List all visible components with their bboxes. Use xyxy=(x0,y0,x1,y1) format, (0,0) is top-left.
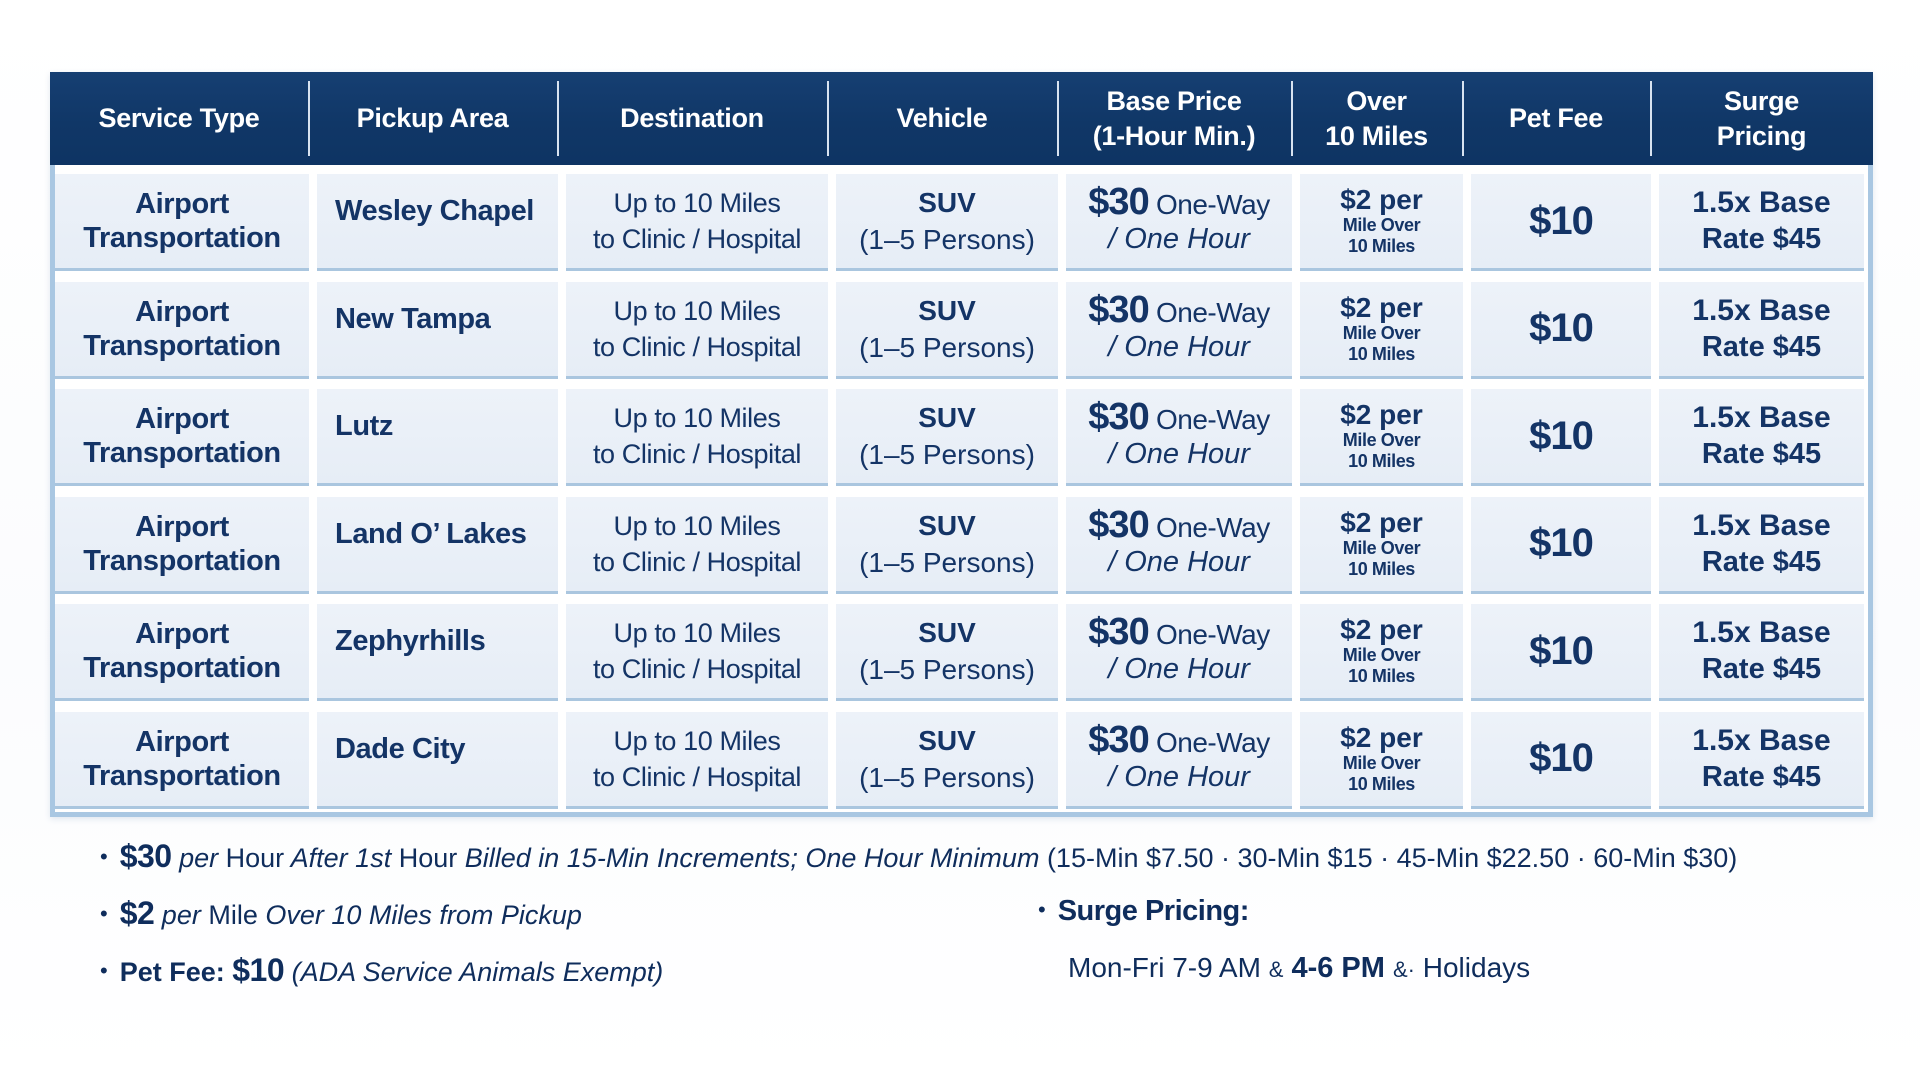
mileage-per: per xyxy=(1371,399,1423,431)
note-text: per xyxy=(154,900,209,930)
cell-base-price xyxy=(1066,174,1292,271)
header-label: Vehicle xyxy=(896,103,988,133)
cell-service-type xyxy=(55,174,309,271)
service-type-line1: Airport xyxy=(135,295,229,328)
note-text: After 1st xyxy=(284,843,399,873)
note-surge-times xyxy=(1068,952,1530,985)
mileage-rate: $2 xyxy=(1340,721,1372,753)
cell-vehicle xyxy=(836,282,1058,379)
base-price-oneway: One-Way xyxy=(1148,404,1270,436)
cell-destination xyxy=(566,174,828,271)
mileage-per: per xyxy=(1371,184,1423,215)
cell-base-price xyxy=(1066,712,1292,809)
mileage-note: Mile Over 10 Miles xyxy=(1342,215,1421,256)
cell-surge-pricing xyxy=(1659,497,1864,594)
cell-pet-fee xyxy=(1471,389,1651,486)
cell-pickup-area xyxy=(317,497,558,594)
cell-over-10-miles xyxy=(1300,604,1463,701)
pet-fee-label: Pet Fee: xyxy=(119,957,233,987)
cell-pickup-area xyxy=(317,389,558,486)
header-vehicle xyxy=(827,72,1057,165)
surge-holidays: Holidays xyxy=(1414,952,1531,983)
destination-line1: Up to 10 Miles xyxy=(613,295,781,326)
cell-pet-fee xyxy=(1471,497,1651,594)
pickup-area: New Tampa xyxy=(335,302,491,335)
vehicle-capacity: (1–5 Persons) xyxy=(859,761,1035,793)
note-text: Billed in 15-Min Increments; One Hour Minimum xyxy=(457,843,1047,873)
mileage-per: per xyxy=(1371,614,1423,646)
mileage-per: per xyxy=(1371,506,1423,538)
surge-time-am: Mon-Fri 7-9 AM xyxy=(1068,952,1269,983)
vehicle-type: SUV xyxy=(918,187,976,218)
surge-label: Surge Pricing: xyxy=(1057,895,1249,927)
surge-multiplier: 1.5x Base xyxy=(1692,186,1831,219)
destination-line1: Up to 10 Miles xyxy=(613,725,781,756)
base-price-unit: / One Hour xyxy=(1108,760,1250,793)
ampersand: &· xyxy=(1392,957,1415,982)
mileage-per: per xyxy=(1371,721,1423,753)
cell-vehicle xyxy=(836,497,1058,594)
header-service-type xyxy=(50,72,308,165)
destination-line1: Up to 10 Miles xyxy=(613,510,781,541)
mileage-per: per xyxy=(1371,291,1423,323)
destination-line2: to Clinic / Hospital xyxy=(592,654,802,685)
cell-pickup-area xyxy=(317,604,558,701)
base-price-amount: $30 xyxy=(1088,288,1149,331)
pickup-area: Wesley Chapel xyxy=(335,195,534,227)
surge-rate: Rate $45 xyxy=(1701,760,1822,793)
bullet-icon: • xyxy=(100,901,108,926)
header-sublabel: Pricing xyxy=(1716,120,1807,151)
surge-rate: Rate $45 xyxy=(1701,330,1822,363)
service-type-line2: Transportation xyxy=(83,652,281,685)
note-mileage xyxy=(100,895,582,932)
cell-base-price xyxy=(1066,282,1292,379)
base-price-oneway: One-Way xyxy=(1148,726,1270,758)
table-row xyxy=(55,282,1868,379)
cell-destination xyxy=(566,389,828,486)
service-type-line2: Transportation xyxy=(83,544,281,577)
base-price-unit: / One Hour xyxy=(1108,545,1250,578)
pickup-area: Lutz xyxy=(335,410,393,443)
cell-over-10-miles xyxy=(1300,174,1463,271)
surge-time-pm: 4-6 PM xyxy=(1283,952,1393,984)
mileage-rate: $2 xyxy=(1340,399,1372,431)
service-type-line2: Transportation xyxy=(83,759,281,792)
header-over-10-miles xyxy=(1291,72,1462,165)
bullet-icon: • xyxy=(100,958,108,983)
cell-service-type xyxy=(55,389,309,486)
mileage-amount: $2 xyxy=(119,895,155,931)
header-sublabel: 10 Miles xyxy=(1325,120,1428,151)
pickup-area: Land O’ Lakes xyxy=(335,517,527,550)
cell-surge-pricing xyxy=(1659,174,1864,271)
service-type-line1: Airport xyxy=(135,725,229,758)
note-surge-label xyxy=(1038,895,1249,928)
base-price-unit: / One Hour xyxy=(1108,438,1250,471)
mileage-rate: $2 xyxy=(1340,184,1372,215)
note-text: Hour xyxy=(398,843,458,873)
hourly-amount: $30 xyxy=(119,838,172,874)
pricing-table xyxy=(50,72,1873,817)
table-row xyxy=(55,604,1868,701)
pet-fee: $10 xyxy=(1529,521,1593,566)
destination-line2: to Clinic / Hospital xyxy=(592,761,802,792)
cell-service-type xyxy=(55,282,309,379)
surge-multiplier: 1.5x Base xyxy=(1692,401,1831,435)
cell-vehicle xyxy=(836,389,1058,486)
header-label: Service Type xyxy=(98,103,260,133)
cell-over-10-miles xyxy=(1300,712,1463,809)
note-pet-fee xyxy=(100,952,663,989)
header-label: Base Price xyxy=(1106,85,1242,116)
cell-service-type xyxy=(55,712,309,809)
vehicle-capacity: (1–5 Persons) xyxy=(859,439,1035,471)
vehicle-type: SUV xyxy=(918,294,976,326)
mileage-note: Mile Over 10 Miles xyxy=(1342,537,1421,579)
note-text: per xyxy=(171,843,226,873)
cell-vehicle xyxy=(836,604,1058,701)
cell-base-price xyxy=(1066,604,1292,701)
ampersand: & xyxy=(1268,957,1284,982)
mileage-rate: $2 xyxy=(1340,291,1372,323)
surge-multiplier: 1.5x Base xyxy=(1692,293,1831,327)
bullet-icon: • xyxy=(1038,897,1046,922)
pet-fee: $10 xyxy=(1529,736,1593,781)
vehicle-capacity: (1–5 Persons) xyxy=(859,546,1035,578)
cell-pickup-area xyxy=(317,712,558,809)
cell-destination xyxy=(566,497,828,594)
vehicle-capacity: (1–5 Persons) xyxy=(859,331,1035,363)
vehicle-capacity: (1–5 Persons) xyxy=(859,224,1035,255)
base-price-unit: / One Hour xyxy=(1108,223,1250,255)
note-text: Over 10 Miles from Pickup xyxy=(257,900,582,930)
mileage-note: Mile Over 10 Miles xyxy=(1342,752,1421,794)
hourly-breakdown: (15-Min $7.50 · 30-Min $15 · 45-Min $22.50 · 60-Min $30) xyxy=(1046,843,1738,873)
cell-pickup-area xyxy=(317,174,558,271)
mileage-rate: $2 xyxy=(1340,506,1372,538)
cell-over-10-miles xyxy=(1300,389,1463,486)
destination-line2: to Clinic / Hospital xyxy=(592,546,802,577)
table-row xyxy=(55,497,1868,594)
cell-vehicle xyxy=(836,174,1058,271)
cell-surge-pricing xyxy=(1659,282,1864,379)
mileage-note: Mile Over 10 Miles xyxy=(1342,322,1421,364)
table-row xyxy=(55,712,1868,809)
cell-surge-pricing xyxy=(1659,712,1864,809)
pet-fee: $10 xyxy=(1529,198,1593,243)
base-price-oneway: One-Way xyxy=(1148,296,1270,328)
service-type-line1: Airport xyxy=(135,618,229,651)
cell-surge-pricing xyxy=(1659,604,1864,701)
cell-destination xyxy=(566,282,828,379)
table-row xyxy=(55,389,1868,486)
pet-fee-amount: $10 xyxy=(232,952,285,988)
vehicle-type: SUV xyxy=(918,724,976,756)
vehicle-type: SUV xyxy=(918,617,976,649)
pet-fee: $10 xyxy=(1529,306,1593,351)
destination-line1: Up to 10 Miles xyxy=(613,403,781,434)
cell-service-type xyxy=(55,604,309,701)
mileage-note: Mile Over 10 Miles xyxy=(1342,430,1421,472)
base-price-amount: $30 xyxy=(1088,396,1149,439)
surge-rate: Rate $45 xyxy=(1701,545,1822,578)
surge-multiplier: 1.5x Base xyxy=(1692,508,1831,542)
cell-destination xyxy=(566,712,828,809)
header-label: Pet Fee xyxy=(1509,103,1603,133)
service-type-line1: Airport xyxy=(135,403,229,436)
cell-surge-pricing xyxy=(1659,389,1864,486)
bullet-icon: • xyxy=(100,844,108,869)
mileage-rate: $2 xyxy=(1340,614,1372,646)
destination-line2: to Clinic / Hospital xyxy=(592,224,802,254)
surge-multiplier: 1.5x Base xyxy=(1692,723,1831,757)
service-type-line1: Airport xyxy=(135,510,229,543)
surge-rate: Rate $45 xyxy=(1701,653,1822,686)
header-pickup-area xyxy=(308,72,557,165)
base-price-amount: $30 xyxy=(1088,181,1149,223)
base-price-unit: / One Hour xyxy=(1108,330,1250,363)
cell-pet-fee xyxy=(1471,174,1651,271)
cell-pet-fee xyxy=(1471,712,1651,809)
header-label: Surge xyxy=(1723,85,1799,116)
header-destination xyxy=(557,72,827,165)
header-surge-pricing xyxy=(1650,72,1873,165)
service-type-line2: Transportation xyxy=(83,222,281,254)
destination-line2: to Clinic / Hospital xyxy=(592,331,802,362)
base-price-amount: $30 xyxy=(1088,611,1149,654)
cell-over-10-miles xyxy=(1300,282,1463,379)
service-type-line2: Transportation xyxy=(83,329,281,362)
base-price-oneway: One-Way xyxy=(1148,619,1270,651)
service-type-line2: Transportation xyxy=(83,437,281,470)
note-hourly-rate xyxy=(100,838,1737,875)
pickup-area: Dade City xyxy=(335,732,466,765)
pet-fee-exemption: (ADA Service Animals Exempt) xyxy=(284,957,664,987)
service-type-line1: Airport xyxy=(135,188,229,220)
destination-line1: Up to 10 Miles xyxy=(613,618,781,649)
cell-service-type xyxy=(55,497,309,594)
vehicle-type: SUV xyxy=(918,402,976,434)
cell-pet-fee xyxy=(1471,282,1651,379)
pickup-area: Zephyrhills xyxy=(335,625,486,658)
cell-pickup-area xyxy=(317,282,558,379)
base-price-oneway: One-Way xyxy=(1148,511,1270,543)
header-sublabel: (1-Hour Min.) xyxy=(1092,120,1256,151)
surge-rate: Rate $45 xyxy=(1701,438,1822,471)
cell-base-price xyxy=(1066,389,1292,486)
cell-over-10-miles xyxy=(1300,497,1463,594)
vehicle-capacity: (1–5 Persons) xyxy=(859,654,1035,686)
pet-fee: $10 xyxy=(1529,628,1593,673)
table-header xyxy=(50,72,1873,165)
base-price-amount: $30 xyxy=(1088,718,1149,761)
note-text: Mile xyxy=(208,900,258,930)
destination-line2: to Clinic / Hospital xyxy=(592,439,802,470)
cell-destination xyxy=(566,604,828,701)
note-text: Hour xyxy=(225,843,285,873)
vehicle-type: SUV xyxy=(918,509,976,541)
base-price-unit: / One Hour xyxy=(1108,653,1250,686)
base-price-amount: $30 xyxy=(1088,503,1149,546)
destination-line1: Up to 10 Miles xyxy=(613,188,781,218)
header-pet-fee xyxy=(1462,72,1650,165)
pet-fee: $10 xyxy=(1529,413,1593,458)
cell-pet-fee xyxy=(1471,604,1651,701)
mileage-note: Mile Over 10 Miles xyxy=(1342,645,1421,687)
header-label: Pickup Area xyxy=(356,103,509,133)
table-row xyxy=(55,174,1868,271)
base-price-oneway: One-Way xyxy=(1148,189,1270,220)
header-label: Over xyxy=(1346,85,1407,116)
header-base-price xyxy=(1057,72,1291,165)
cell-base-price xyxy=(1066,497,1292,594)
cell-vehicle xyxy=(836,712,1058,809)
header-label: Destination xyxy=(620,103,764,133)
surge-rate: Rate $45 xyxy=(1701,223,1822,255)
table-body xyxy=(55,165,1868,812)
surge-multiplier: 1.5x Base xyxy=(1692,616,1831,650)
